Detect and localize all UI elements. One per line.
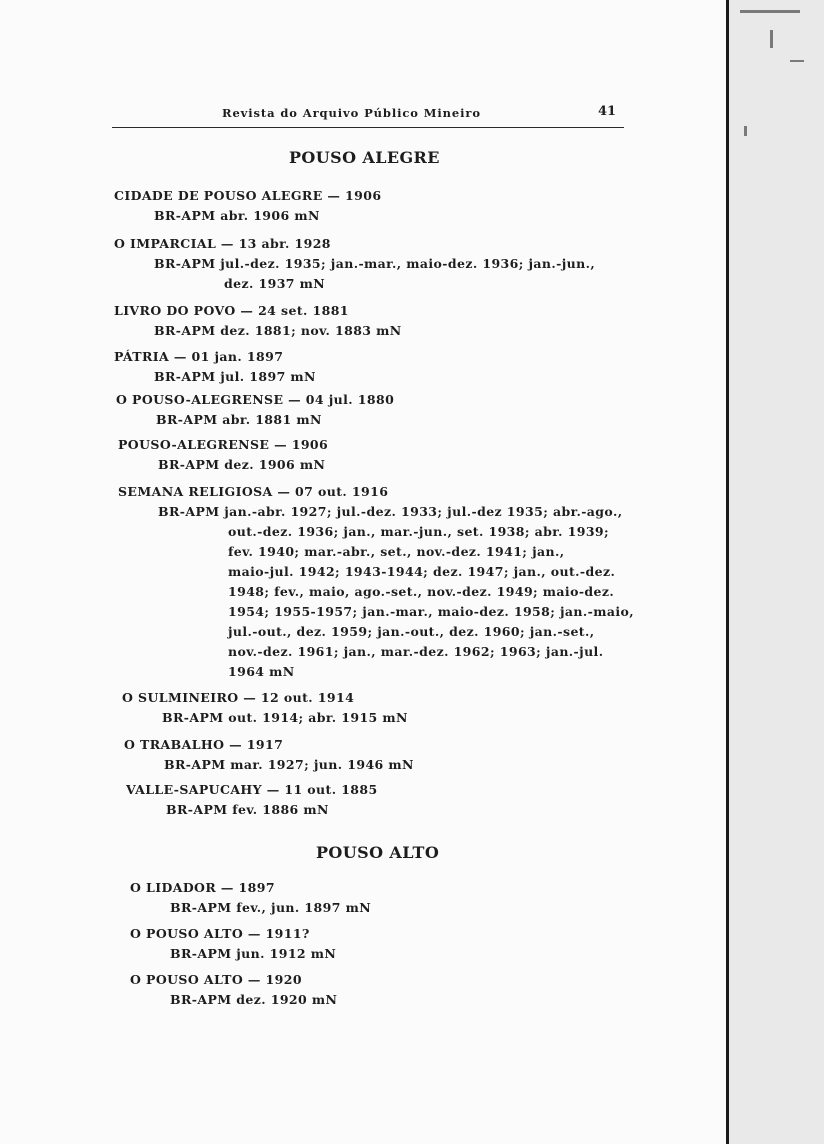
entry-title: O POUSO-ALEGRENSE — 04 jul. 1880 (116, 392, 395, 407)
holdings-line: 1964 mN (228, 664, 295, 679)
holdings-line: BR-APM abr. 1906 mN (154, 208, 320, 223)
entry-holdings (130, 898, 371, 918)
entry-title: O TRABALHO — 1917 (124, 737, 284, 752)
entry-holdings (114, 321, 402, 341)
entry-title: PÁTRIA — 01 jan. 1897 (114, 349, 284, 364)
entry-holdings (124, 755, 414, 775)
entry-holdings (118, 455, 328, 475)
entry-holdings (130, 990, 337, 1010)
catalog-entry (130, 878, 371, 918)
entry-holdings (116, 410, 394, 430)
running-header-title: Revista do Arquivo Público Mineiro (222, 106, 481, 120)
catalog-entry (130, 924, 336, 964)
entry-title: O LIDADOR — 1897 (130, 880, 275, 895)
holdings-line: 1954; 1955-1957; jan.-mar., maio-dez. 1958; jan.-maio, (228, 604, 635, 619)
holdings-line: BR-APM jul.-dez. 1935; jan.-mar., maio-dez. 1936; jan.-jun., (154, 256, 596, 271)
holdings-line: BR-APM jun. 1912 mN (170, 946, 337, 961)
holdings-line: jul.-out., dez. 1959; jan.-out., dez. 1960; jan.-set., (228, 624, 595, 639)
catalog-entry (126, 780, 378, 820)
page-edge-line (726, 0, 729, 1144)
catalog-entry (118, 435, 328, 475)
catalog-entry (118, 482, 634, 682)
entry-holdings (118, 502, 634, 682)
entry-title: O POUSO ALTO — 1911? (130, 926, 310, 941)
scan-speck (790, 60, 804, 62)
catalog-entry (114, 301, 402, 341)
holdings-line: BR-APM out. 1914; abr. 1915 mN (162, 710, 408, 725)
entry-title: O POUSO ALTO — 1920 (130, 972, 302, 987)
catalog-entry (114, 347, 316, 387)
holdings-line: BR-APM dez. 1881; nov. 1883 mN (154, 323, 402, 338)
entry-title: O IMPARCIAL — 13 abr. 1928 (114, 236, 331, 251)
section-heading: POUSO ALTO (316, 843, 440, 862)
holdings-line: maio-jul. 1942; 1943-1944; dez. 1947; jan., out.-dez. (228, 564, 616, 579)
scan-speck (740, 10, 800, 13)
catalog-entry (116, 390, 394, 430)
holdings-line: fev. 1940; mar.-abr., set., nov.-dez. 1941; jan., (228, 544, 565, 559)
holdings-line: BR-APM jul. 1897 mN (154, 369, 316, 384)
header-rule (112, 127, 624, 128)
scan-speck (770, 30, 773, 48)
entry-holdings (114, 367, 316, 387)
entry-holdings (122, 708, 408, 728)
catalog-entry (114, 186, 381, 226)
holdings-line: BR-APM fev. 1886 mN (166, 802, 329, 817)
holdings-line: nov.-dez. 1961; jan., mar.-dez. 1962; 1963; jan.-jul. (228, 644, 604, 659)
catalog-entry (124, 735, 414, 775)
holdings-line: BR-APM jan.-abr. 1927; jul.-dez. 1933; jul.-dez 1935; abr.-ago., (158, 504, 623, 519)
holdings-line: BR-APM dez. 1920 mN (170, 992, 338, 1007)
entry-holdings (130, 944, 336, 964)
entry-title: CIDADE DE POUSO ALEGRE — 1906 (114, 188, 382, 203)
catalog-entry (122, 688, 408, 728)
section-heading: POUSO ALEGRE (289, 148, 440, 167)
entry-title: POUSO-ALEGRENSE — 1906 (118, 437, 329, 452)
page-number: 41 (598, 104, 617, 119)
holdings-line: out.-dez. 1936; jan., mar.-jun., set. 1938; abr. 1939; (228, 524, 610, 539)
holdings-line: BR-APM dez. 1906 mN (158, 457, 326, 472)
entry-holdings (126, 800, 378, 820)
holdings-line: 1948; fev., maio, ago.-set., nov.-dez. 1949; maio-dez. (228, 584, 615, 599)
scan-speck (744, 126, 747, 136)
entry-holdings (114, 254, 595, 294)
entry-title: O SULMINEIRO — 12 out. 1914 (122, 690, 355, 705)
holdings-line: BR-APM mar. 1927; jun. 1946 mN (164, 757, 414, 772)
entry-holdings (114, 206, 381, 226)
entry-title: SEMANA RELIGIOSA — 07 out. 1916 (118, 484, 389, 499)
catalog-entry (130, 970, 337, 1010)
entry-title: LIVRO DO POVO — 24 set. 1881 (114, 303, 349, 318)
holdings-line: BR-APM fev., jun. 1897 mN (170, 900, 372, 915)
entry-title: VALLE-SAPUCAHY — 11 out. 1885 (126, 782, 378, 797)
catalog-entry (114, 234, 595, 294)
holdings-line: dez. 1937 mN (224, 276, 326, 291)
holdings-line: BR-APM abr. 1881 mN (156, 412, 322, 427)
